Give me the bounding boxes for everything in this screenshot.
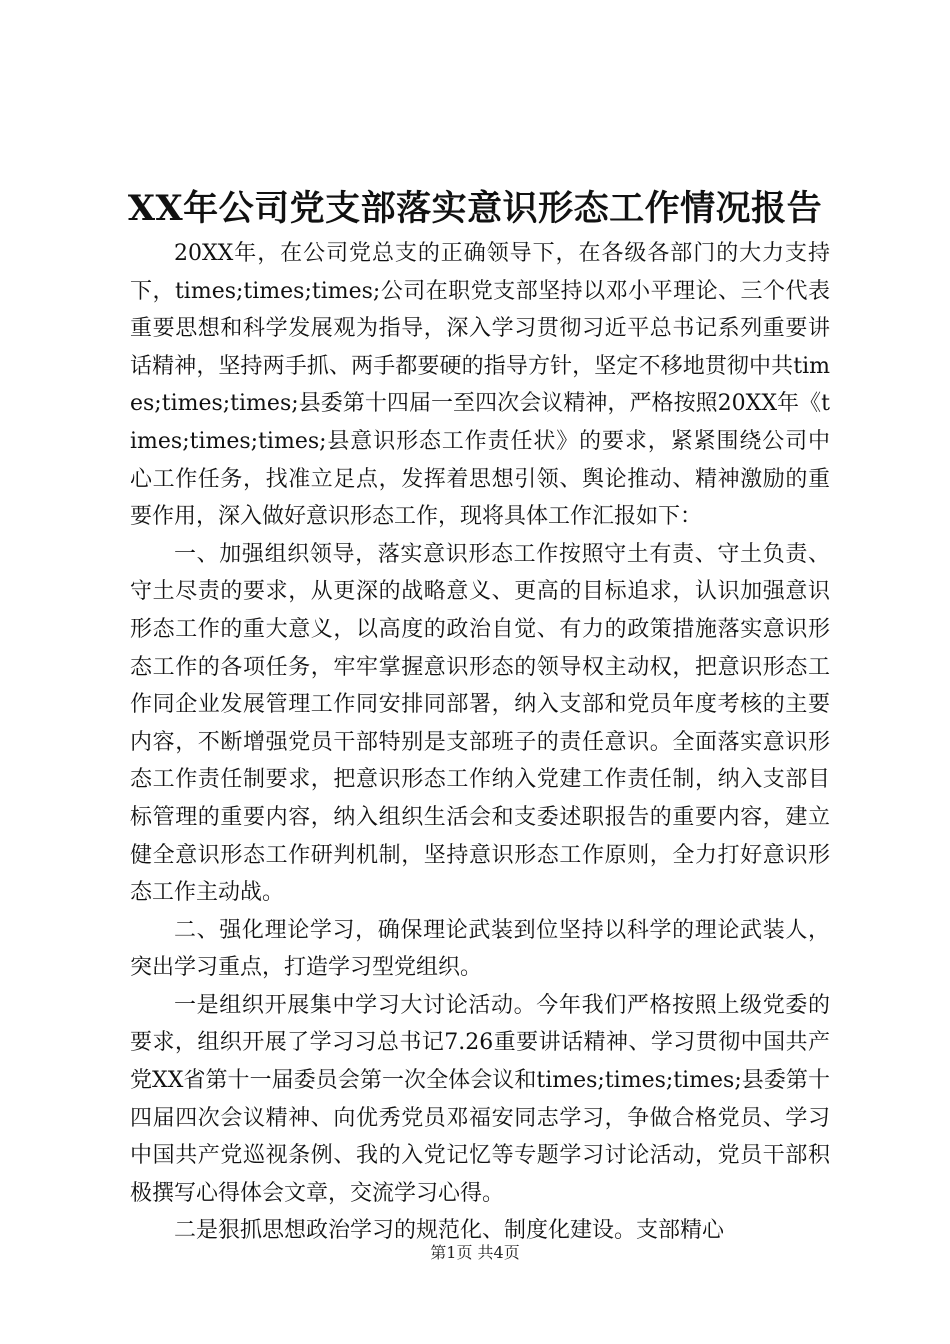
document-body bbox=[130, 235, 830, 1250]
document-title: XX年公司党支部落实意识形态工作情况报告 bbox=[127, 188, 823, 229]
page-number-footer: 第1页 共4页 bbox=[430, 1243, 520, 1262]
paragraph-section-1: 一、加强组织领导，落实意识形态工作按照守土有责、守土负责、守土尽责的要求，从更深的战略意义、更高的目标追求，认识加强意识形态工作的重大意义，以高度的政治自觉、有力的政策措施落实意识形态工作的各项任务，牢牢掌握意识形态的领导权主动权，把意识形态工作同企业发展管理工作同安排同部署，纳入支部和党员年度考核的主要内容，不断增强党员干部特别是支部班子的责任意识。全面落实意识形态工作责任制要求，把意识形态工作纳入党建工作责任制，纳入支部目标管理的重要内容，纳入组织生活会和支委述职报告的重要内容，建立健全意识形态工作研判机制，坚持意识形态工作原则，全力打好意识形态工作主动战。 bbox=[130, 541, 830, 906]
paragraph-item-1: 一是组织开展集中学习大讨论活动。今年我们严格按照上级党委的要求，组织开展了学习习总书记7.26重要讲话精神、学习贯彻中国共产党XX省第十一届委员会第一次全体会议和times;times;times;县委第十四届四次会议精神、向优秀党员邓福安同志学习，争做合格党员、学习中国共产党巡视条例、我的入党记忆等专题学习讨论活动，党员干部积极撰写心得体会文章，交流学习心得。 bbox=[130, 992, 830, 1206]
paragraph-intro: 20XX年，在公司党总支的正确领导下，在各级各部门的大力支持下，times;times;times;公司在职党支部坚持以邓小平理论、三个代表重要思想和科学发展观为指导，深入学习贯彻习近平总书记系列重要讲话精神，坚持两手抓、两手都要硬的指导方针，坚定不移地贯彻中共times;times;times;县委第十四届一至四次会议精神，严格按照20XX年《times;times;times;县意识形态工作责任状》的要求，紧紧围绕公司中心工作任务，找准立足点，发挥着思想引领、舆论推动、精神激励的重要作用，深入做好意识形态工作，现将具体工作汇报如下： bbox=[130, 241, 830, 530]
paragraph-item-2: 二是狠抓思想政治学习的规范化、制度化建设。支部精心 bbox=[174, 1218, 725, 1244]
paragraph-section-2: 二、强化理论学习，确保理论武装到位坚持以科学的理论武装人，突出学习重点，打造学习型党组织。 bbox=[130, 917, 830, 981]
